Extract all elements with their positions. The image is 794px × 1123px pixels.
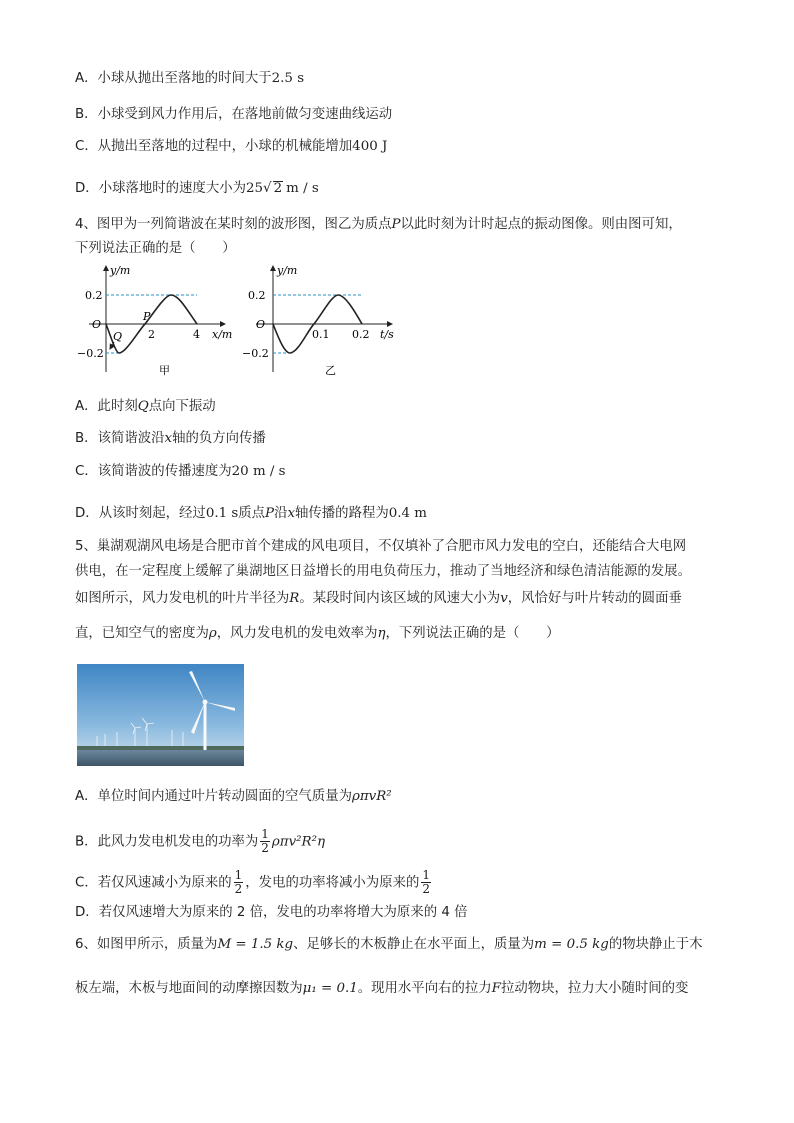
xtick-4: 4 (193, 328, 200, 341)
q3-option-c: C．从抛出至落地的过程中，小球的机械能增加400 J (75, 139, 388, 154)
caption-b: 乙 (325, 364, 336, 377)
ytick-bottom: −0.2 (77, 347, 104, 360)
q5-option-a: A．单位时间内通过叶片转动圆面的空气质量为ρπvR² (75, 789, 392, 804)
q4-option-d: D．从该时刻起，经过0.1 s质点P沿x轴传播的路程为0.4 m (75, 506, 427, 521)
origin-label: O (256, 318, 266, 331)
wave-graph-a (75, 262, 235, 380)
q6-stem-line2: 板左端，木板与地面间的动摩擦因数为μ₁ = 0.1。现用水平向右的拉力F拉动物块，拉力大小随时间的变 (75, 981, 689, 996)
origin-label: O (92, 318, 102, 331)
q5-option-d: D．若仅风速增大为原来的 2 倍，发电的功率将增大为原来的 4 倍 (75, 905, 468, 920)
q5-stem-line3: 如图所示，风力发电机的叶片半径为R。某段时间内该区域的风速大小为v，风恰好与叶片转动的圆面垂 (75, 591, 682, 606)
q3-option-b: B．小球受到风力作用后，在落地前做匀变速曲线运动 (75, 107, 393, 122)
q5-option-c: C．若仅风速减小为原来的 $\frac{1}{2}$ ，发电的功率将减小为原来的 $\frac{1}{2}$ (75, 868, 431, 896)
ytick-top: 0.2 (85, 289, 103, 302)
q4-option-c: C．该简谐波的传播速度为20 m / s (75, 464, 286, 479)
q5-stem-line4: 直，已知空气的密度为ρ，风力发电机的发电效率为η，下列说法正确的是（ ） (75, 626, 560, 641)
q3-option-a: A．小球从抛出至落地的时间大于2.5 s (75, 71, 305, 86)
q6-stem-line1: 6、如图甲所示，质量为M = 1.5 kg、足够长的木板静止在水平面上，质量为m = 0.5 kg的物块静止于木 (75, 937, 703, 952)
y-label: y/m (110, 264, 131, 277)
q4-stem-line2: 下列说法正确的是（ ） (75, 241, 236, 256)
q4-stem-line1: 4、图甲为一列简谐波在某时刻的波形图，图乙为质点P以此时刻为计时起点的振动图像。则由图可知， (75, 217, 682, 232)
q4-option-b: B．该简谐波沿x轴的负方向传播 (75, 431, 266, 446)
ytick-top: 0.2 (248, 289, 266, 302)
xtick-2: 2 (148, 328, 155, 341)
xtick-0-2: 0.2 (352, 328, 370, 341)
q3-option-d: D．小球落地时的速度大小为25√ 2 m / s (75, 181, 319, 196)
q5-option-b: B．此风力发电机发电的功率为 $\frac{1}{2}$ ρπv²R²η (75, 827, 325, 855)
caption-a: 甲 (159, 364, 170, 377)
q5-stem-line2: 供电，在一定程度上缓解了巢湖地区日益增长的用电负荷压力，推动了当地经济和绿色清洁能源的发展。 (75, 564, 691, 579)
ytick-bottom: −0.2 (242, 347, 269, 360)
wave-graph-b (242, 262, 402, 380)
x-label: t/s (380, 328, 394, 341)
wind-farm-photo (77, 664, 244, 766)
xtick-0-1: 0.1 (312, 328, 330, 341)
x-label: x/m (212, 328, 233, 341)
q5-stem-line1: 5、巢湖观湖风电场是合肥市首个建成的风电项目，不仅填补了合肥市风力发电的空白，还能结合大电网 (75, 539, 687, 554)
q4-option-a: A．此时刻Q点向下振动 (75, 399, 216, 414)
point-p-label: P (143, 310, 151, 323)
point-q-label: Q (113, 330, 123, 343)
y-label: y/m (277, 264, 298, 277)
